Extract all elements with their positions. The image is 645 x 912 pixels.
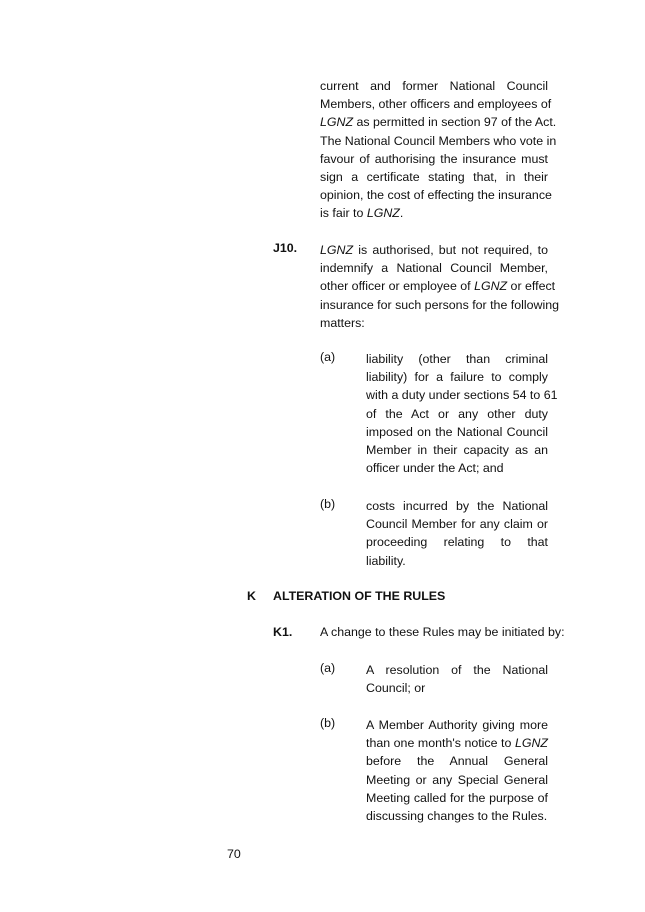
clause-number-k1: K1.	[273, 625, 293, 639]
clause-k1-text: A change to these Rules may be initiated by:	[320, 625, 565, 639]
text-line: indemnify a National Council Member,	[320, 261, 548, 276]
j10-item-b-label: (b)	[320, 497, 336, 511]
section-heading: ALTERATION OF THE RULES	[273, 589, 446, 603]
text-line: current and former National Council	[320, 79, 548, 93]
text-line: sign a certificate stating that, in their	[320, 170, 548, 185]
text-line: The National Council Members who vote in	[320, 133, 557, 148]
page-number: 70	[227, 847, 241, 861]
k1-item-a-text	[366, 661, 548, 697]
text-line: of the Act or any other duty	[366, 406, 548, 421]
text-line: insurance for such persons for the following	[320, 297, 559, 312]
text-line: officer under the Act; and	[366, 461, 504, 476]
k1-item-b-text	[366, 716, 548, 825]
j10-item-a-label: (a)	[320, 350, 336, 364]
text-line: A resolution of the National	[366, 663, 548, 677]
text-line: A Member Authority giving more	[366, 718, 548, 732]
text-line: Council; or	[366, 681, 426, 696]
text-line: other officer or employee of LGNZ or effect	[320, 279, 556, 294]
text-line: Council Member for any claim or	[366, 517, 548, 532]
section-letter-k: K	[247, 589, 256, 603]
text-line: is fair to LGNZ.	[320, 206, 404, 221]
text-line: with a duty under sections 54 to 61	[366, 388, 558, 403]
text-line: favour of authorising the insurance must	[320, 151, 548, 166]
text-line: LGNZ is authorised, but not required, to	[320, 243, 548, 257]
text-line: proceeding relating to that	[366, 535, 548, 550]
text-line: discussing changes to the Rules.	[366, 809, 548, 824]
j10-item-a-text	[366, 350, 558, 477]
clause-number-j10: J10.	[273, 241, 298, 255]
text-line: Members, other officers and employees of	[320, 97, 552, 112]
text-line: LGNZ as permitted in section 97 of the Act.	[320, 115, 557, 130]
text-line: matters:	[320, 315, 365, 330]
clause-j10-text	[320, 241, 559, 332]
k1-item-b-label: (b)	[320, 716, 336, 730]
text-line: liability.	[366, 553, 406, 568]
text-line: Member in their capacity as an	[366, 443, 548, 458]
text-line: Meeting called for the purpose of	[366, 790, 548, 805]
j10-item-b-text	[366, 497, 548, 570]
text-line: Meeting or any Special General	[366, 772, 548, 787]
text-line: liability (other than criminal	[366, 352, 548, 366]
text-line: costs incurred by the National	[366, 499, 548, 513]
text-line: than one month's notice to LGNZ	[366, 736, 548, 751]
text-line: imposed on the National Council	[366, 424, 548, 439]
text-line: opinion, the cost of effecting the insurance	[320, 188, 552, 203]
text-line: liability) for a failure to comply	[366, 370, 548, 385]
text-line: before the Annual General	[366, 754, 548, 769]
k1-item-a-label: (a)	[320, 661, 336, 675]
intro-paragraph	[320, 77, 557, 223]
